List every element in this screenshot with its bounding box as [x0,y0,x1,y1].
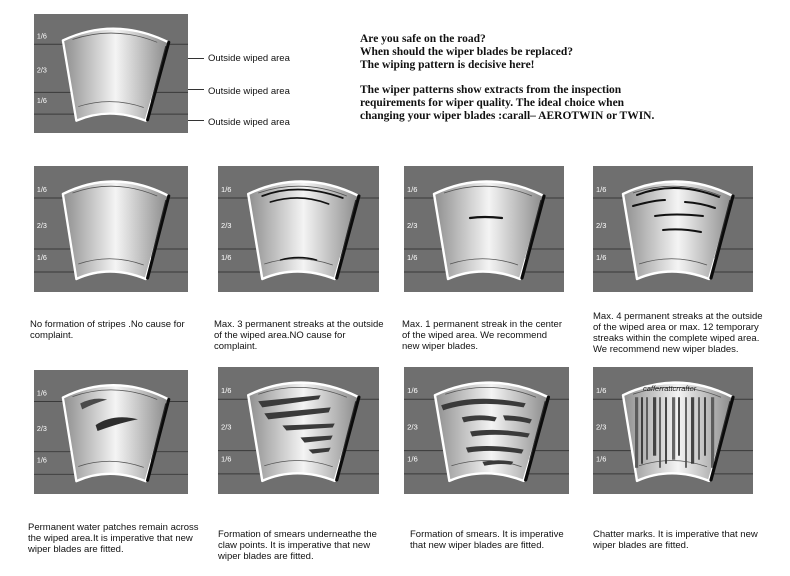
wipe-panel-water-patches [34,370,188,494]
wipe-panel-chatter-marks [593,367,753,494]
wipe-diagram [34,166,188,292]
callout-outside-wiped-area: Outside wiped area [208,53,290,64]
wiped-area [248,181,359,279]
chatter-mark [711,397,714,468]
wiped-area [63,181,169,279]
intro-pattern: The wiping pattern is decisive here! [360,59,535,71]
chatter-mark [659,397,661,468]
intro-text [360,33,660,135]
chatter-mark [691,397,694,464]
caption-many-streaks: Max. 4 permanent streaks at the outside of the wiped area or max. 12 temporary streaks within the complete wiped area. We recommend new wiper blades. [593,311,763,355]
zone-label: 2/3 [36,220,47,231]
wiped-area [434,181,544,279]
zone-label: 1/6 [36,388,47,398]
chatter-mark [672,397,675,459]
callout-line-top [188,58,204,59]
chatter-mark [685,397,687,468]
wipe-diagram [593,166,753,292]
wipe-panel-edge-streaks [218,166,379,292]
wipe-diagram [34,14,188,133]
wipe-panel-center-streak [404,166,564,292]
wipe-diagram [218,166,379,292]
wiped-area [63,385,169,481]
zone-label: 1/6 [36,96,47,105]
zone-label: 2/3 [221,221,232,230]
caption-smears: Formation of smears. It is imperative that new wiper blades are fitted. [410,529,564,551]
wipe-diagram [404,367,569,494]
chatter-mark [704,397,706,455]
zone-label: 2/3 [407,221,418,230]
wiped-area [63,29,169,121]
chatter-mark [665,397,667,464]
zone-label: 1/6 [407,253,418,262]
callout-line-middle [188,89,204,90]
caption-edge-streaks: Max. 3 permanent streaks at the outside of the wiped area.NO cause for complaint. [214,319,384,352]
intro-when: When should the wiper blades be replaced? [360,46,573,58]
caption-claw-smears: Formation of smears underneathe the claw points. It is imperative that new wiper blades are fitted. [218,529,377,562]
zone-label: 1/6 [596,253,607,262]
zone-label: 1/6 [221,386,232,396]
wipe-diagram [593,367,753,494]
intro-paragraph: The wiper patterns show extracts from the inspection requirements for wiper quality. The ideal choice when changing your wiper blades :carall– AEROTWIN or TWIN. [360,84,655,122]
intro-question: Are you safe on the road? [360,33,486,45]
wipe-diagram [34,370,188,494]
zone-label: 1/6 [36,184,47,195]
zone-label: 1/6 [36,32,47,41]
zone-label: 1/6 [221,454,232,464]
wipe-panel-claw-smears [218,367,379,494]
callout-outside-wiped-area: Outside wiped area [208,86,290,97]
chatter-mark [635,397,638,468]
chatter-mark [678,397,680,455]
callout-outside-wiped-area: Outside wiped area [208,117,290,128]
zone-label: 1/6 [36,455,47,465]
caption-center-streak: Max. 1 permanent streak in the center of the wiped area. We recommend new wiper blades. [402,319,562,352]
zone-label: 1/6 [407,454,418,464]
chatter-mark [646,397,648,459]
zone-label: 2/3 [596,221,607,230]
caption-water-patches: Permanent water patches remain across the wiped area.It is imperative that new wiper blades are fitted. [28,522,199,555]
zone-label: 1/6 [596,386,607,396]
wipe-panel-many-streaks [593,166,753,292]
zone-label: 2/3 [221,422,232,432]
chatter-mark [653,397,656,455]
callout-line-bottom [188,120,204,121]
zone-label: 2/3 [36,66,47,75]
zone-label: 1/6 [407,386,418,396]
streak-mark [470,217,502,218]
caption-chatter-marks: Chatter marks. It is imperative that new wiper blades are fitted. [593,529,758,551]
wipe-diagram [218,367,379,494]
zone-label: 1/6 [221,185,232,194]
chatter-mark [698,397,700,459]
zone-label: 2/3 [36,423,47,434]
chatter-mark [641,397,643,464]
defect-pattern [470,217,502,218]
zone-label: 2/3 [596,422,607,432]
zone-label: 1/6 [36,252,47,263]
zone-label: 1/6 [407,185,418,194]
wipe-panel-smears [404,367,569,494]
zone-label: 2/3 [407,422,418,432]
example-wipe-panel [34,14,188,133]
chatter-text: cafferrattcrrafter [643,384,697,394]
zone-label: 1/6 [596,454,607,464]
wipe-panel-no-stripes [34,166,188,292]
caption-no-stripes: No formation of stripes .No cause for complaint. [30,319,185,341]
wipe-diagram [404,166,564,292]
zone-label: 1/6 [596,185,607,194]
zone-label: 1/6 [221,253,232,262]
